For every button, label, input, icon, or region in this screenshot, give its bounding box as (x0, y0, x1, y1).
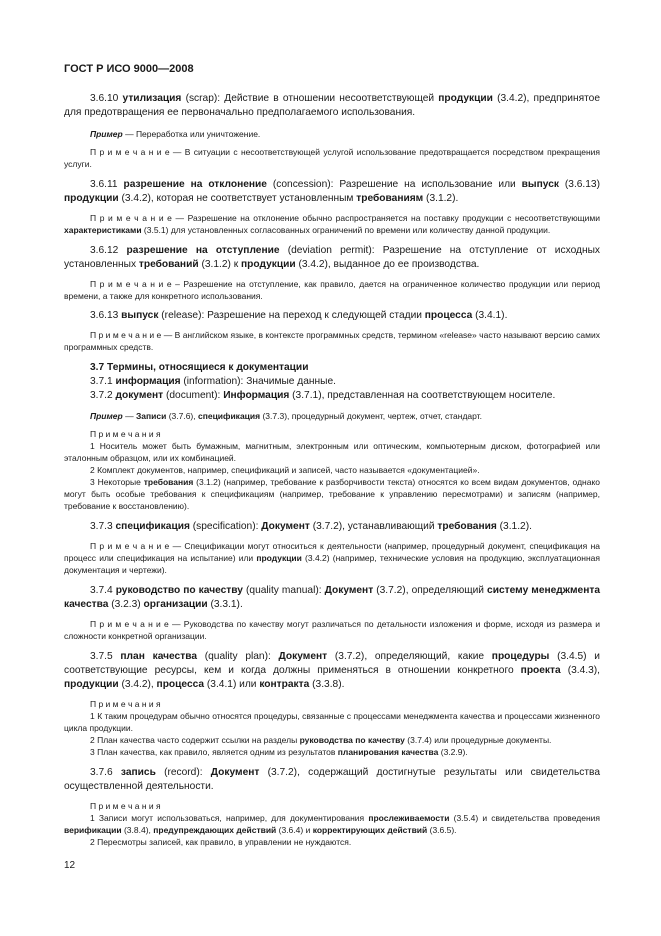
text: (3.1.2). (423, 193, 459, 204)
paragraph (64, 178, 600, 206)
example-label: Пример (90, 129, 123, 139)
text: (3.7.3), процедурный документ, чертеж, отчет, стандарт. (260, 411, 482, 421)
paragraph (64, 540, 600, 576)
bold-term: план качества (120, 651, 197, 662)
text: (3.5.1) для установленных согласованных ограничений по времени или количеству данной продукции. (141, 225, 551, 235)
text: (3.7.4) или процедурные документы. (404, 735, 552, 745)
bold-term: продукции (438, 93, 493, 104)
text: (3.4.5) и соответствующие ресурсы, кем и когда должны применяться в отношении конкретного (64, 651, 600, 676)
paragraph (64, 698, 600, 710)
paragraph (64, 836, 600, 848)
bold-term: требования (143, 477, 194, 487)
paragraph (64, 146, 600, 170)
text: 3.6.11 (90, 179, 124, 190)
text: П р и м е ч а н и е – Разрешение на отступление, как правило, дается на ограниченное количество продукции или период времени, а также для конкретного использования. (64, 279, 600, 301)
text: 1 Носитель может быть бумажным, магнитным, электронным или оптическим, компьютерным диском, фотографией или эталонным образцом, или их комбинацией. (64, 441, 600, 463)
text: 3.7.2 (90, 390, 116, 401)
text: 3.7.3 (90, 521, 116, 532)
bold-term: предупреждающих действий (153, 825, 277, 835)
bold-term: процесса (156, 679, 205, 690)
text: 3 План качества, как правило, является одним из результатов (90, 747, 338, 757)
bold-term: утилизация (122, 93, 182, 104)
text: П р и м е ч а н и е — Руководства по качеству могут различаться по детальности изложения и форме, исходя из размера и сложности конкретной организации. (64, 619, 600, 641)
bold-term: продукции (241, 259, 296, 270)
text: (specification): (189, 521, 262, 532)
bold-term: продукции (64, 679, 119, 690)
paragraph (64, 734, 600, 746)
bold-term: руководства по качеству (299, 735, 405, 745)
bold-term: прослеживаемости (368, 813, 450, 823)
text: 3 Некоторые (90, 477, 144, 487)
bold-term: систему менеджмента качества (64, 585, 600, 610)
paragraph (64, 278, 600, 302)
text: (quality plan): (197, 651, 279, 662)
paragraph (64, 746, 600, 758)
text: (3.5.4) и свидетельства проведения (449, 813, 600, 823)
text: (3.4.1) или (204, 679, 260, 690)
bold-term: продукции (256, 553, 302, 563)
paragraph (64, 329, 600, 353)
text: (release): Разрешение на переход к следующей стадии (158, 310, 425, 321)
text: (3.8.4), (121, 825, 154, 835)
text: (3.2.9). (438, 747, 468, 757)
paragraph (64, 361, 600, 375)
text: (3.4.2) (например, технические условия на продукцию, эксплуатационная документация и чертежи). (64, 553, 600, 575)
bold-term: Документ (278, 651, 328, 662)
text: (scrap): Действие в отношении несоответствующей (181, 93, 439, 104)
text: 2 Пересмотры записей, как правило, в управлении не нуждаются. (90, 837, 352, 847)
bold-term: спецификация (115, 521, 190, 532)
bold-term: руководство по качеству (115, 585, 243, 596)
text: (3.4.2), выданное до ее производства. (295, 259, 480, 270)
paragraph (64, 440, 600, 464)
bold-term: Записи (135, 411, 167, 421)
text: 3.6.10 (90, 93, 123, 104)
paragraph (64, 618, 600, 642)
bold-term: Информация (223, 390, 290, 401)
bold-term: процесса (424, 310, 473, 321)
paragraph (64, 244, 600, 272)
paragraph (64, 389, 600, 403)
bold-term: организации (143, 599, 208, 610)
bold-term: характеристиками (64, 225, 142, 235)
text: (quality manual): (242, 585, 325, 596)
paragraph (64, 128, 600, 140)
bold-term: Документ (261, 521, 310, 532)
text: (3.7.1), представленная на соответствующем носителе. (289, 390, 556, 401)
text: (3.4.3), (560, 665, 601, 676)
text: (deviation permit): Разрешение на отступление от исходных установленных (64, 245, 601, 270)
text: П р и м е ч а н и е — В английском языке, в контексте программных средств, термином «release» часто называют версию самих программных средств. (64, 330, 600, 352)
text: (3.7.2), определяющий (373, 585, 488, 596)
text: (3.3.8). (309, 679, 345, 690)
text: (3.1.2). (496, 521, 532, 532)
text: 3.7.6 (90, 767, 121, 778)
text: (3.2.3) (108, 599, 144, 610)
bold-term: документ (115, 390, 164, 401)
text: П р и м е ч а н и е — Спецификации могут относиться к деятельности (например, процедурный документ, спецификация на процесс или спецификация на испытание) или (64, 541, 600, 563)
paragraph (64, 375, 600, 389)
bold-term: разрешение на отклонение (123, 179, 267, 190)
text: П р и м е ч а н и е — В ситуации с несоответствующей услугой использование предотвращается посредством прекращения услуги. (64, 147, 600, 169)
bold-term: выпуск (521, 179, 559, 190)
bold-term: Документ (210, 767, 260, 778)
text: (3.4.2), (118, 679, 157, 690)
bold-term: информация (115, 376, 181, 387)
bold-term: верификации (64, 825, 122, 835)
text: 3.7.1 (90, 376, 116, 387)
paragraph (64, 800, 600, 812)
text: (3.7.6), (166, 411, 198, 421)
text: 3.6.12 (90, 245, 127, 256)
bold-term: спецификация (197, 411, 261, 421)
paragraph (64, 710, 600, 734)
text: 2 Комплект документов, например, спецификаций и записей, часто называется «документацией». (90, 465, 480, 475)
paragraph (64, 584, 600, 612)
text: — (122, 411, 136, 421)
paragraph (64, 520, 600, 534)
text: П р и м е ч а н и е — Разрешение на отклонение обычно распространяется на поставку продукции с несоответствующими (90, 213, 600, 223)
text: 1 К таким процедурам обычно относятся процедуры, связанные с процессами менеджмента качества и процессами жизненного цикла продукции. (64, 711, 600, 733)
text: — Переработка или уничтожение. (122, 129, 261, 139)
text: (3.1.2) к (198, 259, 242, 270)
text: (3.6.13) (558, 179, 600, 190)
text: (3.4.2), предпринятое для предотвращения ее первоначально предполагаемого использования. (64, 93, 601, 118)
bold-term: требованиям (356, 193, 424, 204)
bold-term: выпуск (121, 310, 159, 321)
bold-term: продукции (64, 193, 119, 204)
paragraph (64, 650, 600, 692)
bold-term: контракта (259, 679, 310, 690)
text: 1 Записи могут использоваться, например, для документирования (90, 813, 369, 823)
example-label: Пример (90, 411, 123, 421)
text: (document): (163, 390, 224, 401)
text: (record): (155, 767, 211, 778)
text: П р и м е ч а н и я (90, 699, 161, 709)
paragraph (64, 410, 600, 422)
bold-term: запись (120, 767, 156, 778)
paragraph (64, 766, 600, 794)
bold-term: проекта (520, 665, 561, 676)
paragraph (64, 476, 600, 512)
bold-term: разрешение на отступление (126, 245, 280, 256)
text: (3.3.1). (207, 599, 243, 610)
text: 3.7.4 (90, 585, 116, 596)
text: (3.6.5). (427, 825, 457, 835)
paragraph (64, 212, 600, 236)
paragraph (64, 309, 600, 323)
bold-term: требования (437, 521, 497, 532)
paragraph (64, 428, 600, 440)
bold-term: планирования качества (337, 747, 439, 757)
text: (3.7.2), определяющий, какие (327, 651, 492, 662)
bold-term: Документ (324, 585, 374, 596)
text: П р и м е ч а н и я (90, 801, 161, 811)
document-body (64, 92, 600, 872)
text: 2 План качества часто содержит ссылки на разделы (90, 735, 300, 745)
text: (3.7.2), содержащий достигнутые результаты или свидетельства осуществленной деятельности. (64, 767, 600, 792)
page-number: 12 (64, 860, 76, 871)
text: 3.7.5 (90, 651, 121, 662)
paragraph (64, 812, 600, 836)
text: 3.6.13 (90, 310, 122, 321)
bold-term: 3.7 Термины, относящиеся к документации (90, 362, 309, 373)
paragraph (64, 464, 600, 476)
text: (3.6.4) и (276, 825, 313, 835)
text: (information): Значимые данные. (180, 376, 336, 387)
text: (concession): Разрешение на использование или (266, 179, 522, 190)
document-header: ГОСТ Р ИСО 9000—2008 (64, 63, 194, 75)
bold-term: требований (138, 259, 199, 270)
bold-term: корректирующих действий (312, 825, 428, 835)
paragraph (64, 92, 600, 120)
text: (3.4.2), которая не соответствует установленным (118, 193, 357, 204)
text: (3.1.2) (например, требование к разборчивости текста) относятся ко всем видам документов, однако могут быть особые требования к спецификациям (например, требование к управлению пересмотрами) и записям (например, требование к восстановлению). (64, 477, 600, 511)
bold-term: процедуры (491, 651, 550, 662)
text: (3.7.2), устанавливающий (309, 521, 438, 532)
text: (3.4.1). (472, 310, 508, 321)
text: П р и м е ч а н и я (90, 429, 161, 439)
